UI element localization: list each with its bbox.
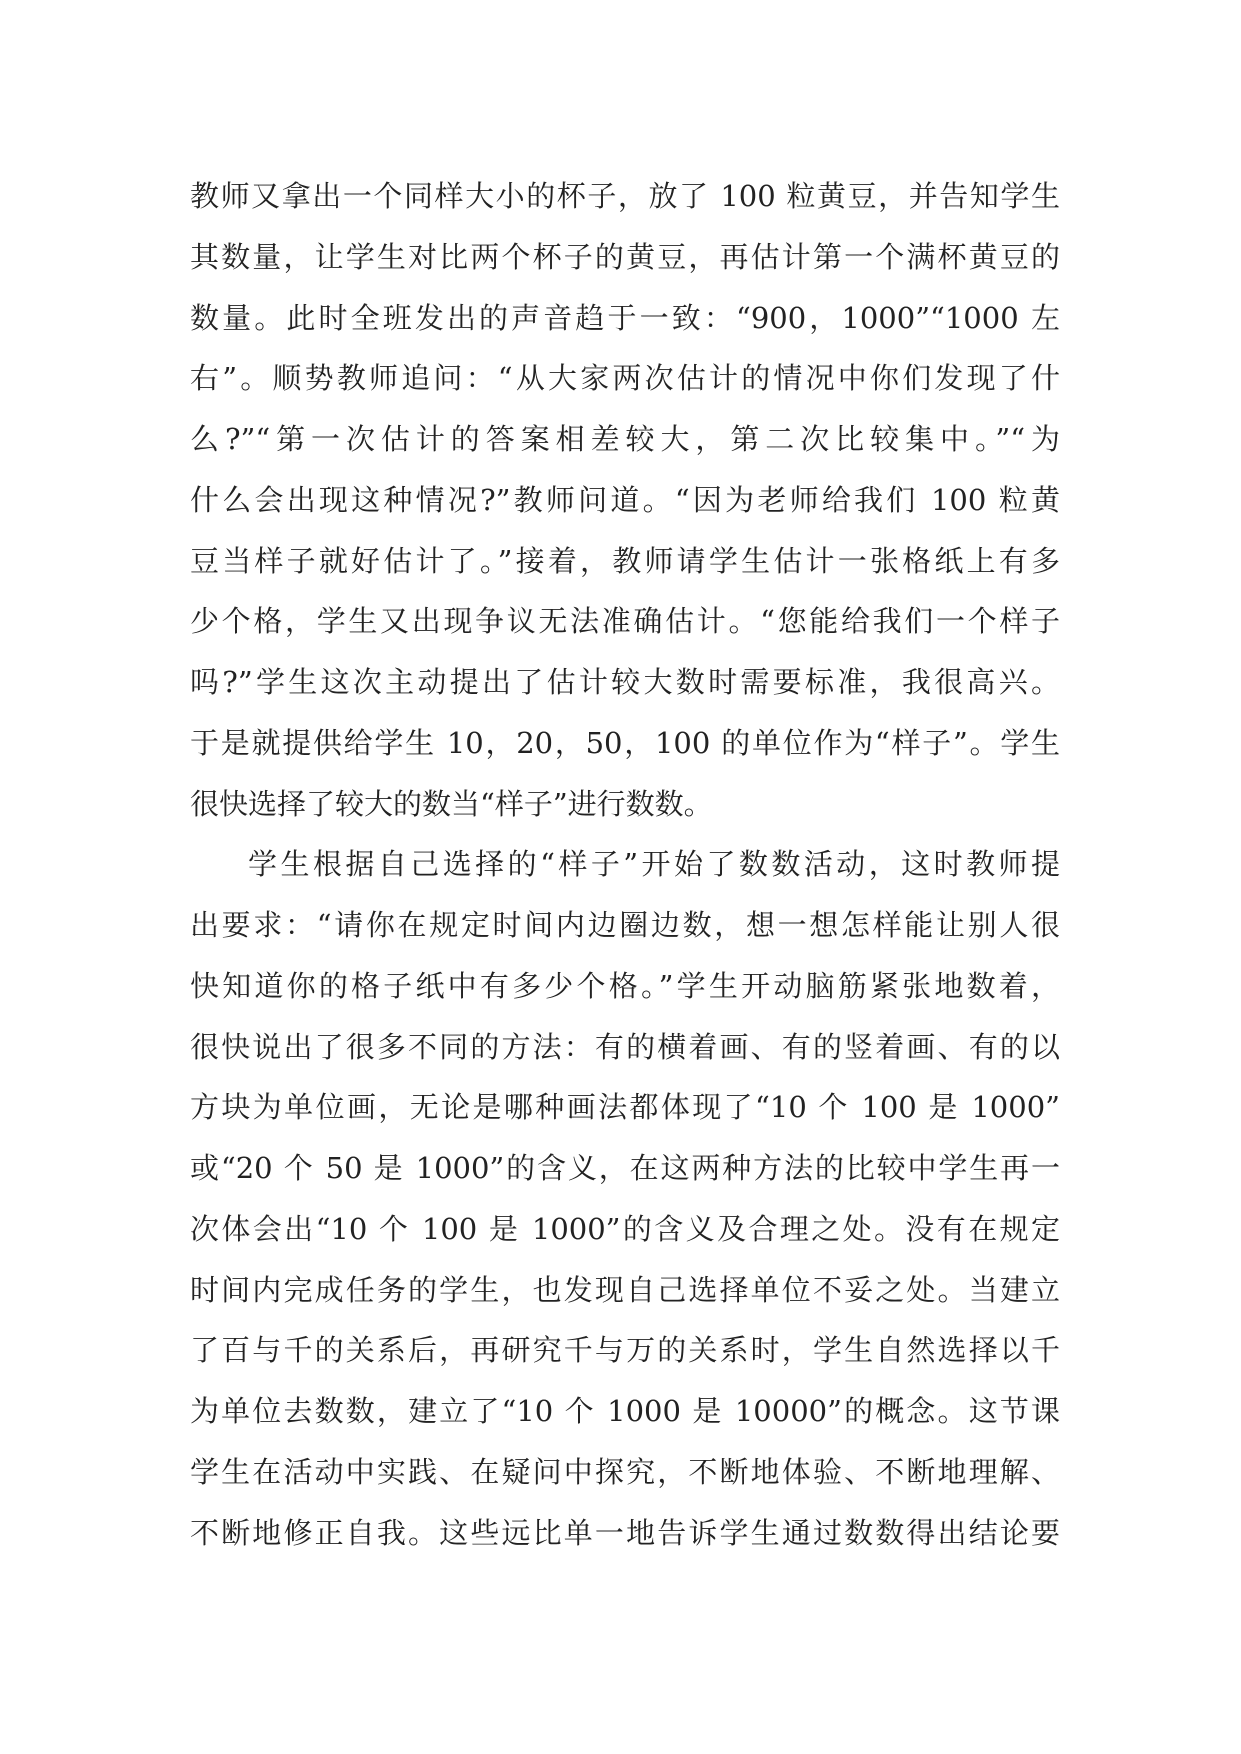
text-line: 豆当样子就好估计了。”接着，教师请学生估计一张格纸上有多 <box>190 543 1060 578</box>
text-line: 数量。此时全班发出的声音趋于一致：“900，1000”“1000 左 <box>190 300 1060 335</box>
text-line: 很快选择了较大的数当“样子”进行数数。 <box>190 786 713 821</box>
text-line: 不断地修正自我。这些远比单一地告诉学生通过数数得出结论要 <box>190 1515 1060 1550</box>
text-line: 次体会出“10 个 100 是 1000”的含义及合理之处。没有在规定 <box>190 1211 1060 1246</box>
text-line: 什么会出现这种情况?”教师问道。“因为老师给我们 100 粒黄 <box>190 482 1060 517</box>
text-line: 了百与千的关系后，再研究千与万的关系时，学生自然选择以千 <box>190 1333 1060 1368</box>
text-line: 很快说出了很多不同的方法：有的横着画、有的竖着画、有的以 <box>190 1029 1060 1064</box>
text-line: 教师又拿出一个同样大小的杯子，放了 100 粒黄豆，并告知学生 <box>190 179 1060 213</box>
text-line: 出要求：“请你在规定时间内边圈边数，想一想怎样能让别人很 <box>190 908 1060 942</box>
text-line: 方块为单位画，无论是哪种画法都体现了“10 个 100 是 1000” <box>190 1090 1060 1125</box>
text-line: 学生在活动中实践、在疑问中探究，不断地体验、不断地理解、 <box>190 1454 1060 1489</box>
text-line: 其数量，让学生对比两个杯子的黄豆，再估计第一个满杯黄豆的 <box>190 239 1060 274</box>
text-line: 时间内完成任务的学生，也发现自己选择单位不妥之处。当建立 <box>190 1272 1060 1307</box>
text-line: 么?”“第一次估计的答案相差较大，第二次比较集中。”“为 <box>190 422 1060 456</box>
text-line: 为单位去数数，建立了“10 个 1000 是 10000”的概念。这节课 <box>190 1394 1060 1428</box>
text-line: 少个格，学生又出现争议无法准确估计。“您能给我们一个样子 <box>190 604 1060 639</box>
text-line: 吗?”学生这次主动提出了估计较大数时需要标准，我很高兴。 <box>190 665 1060 699</box>
text-line: 右”。顺势教师追问：“从大家两次估计的情况中你们发现了什 <box>190 361 1060 396</box>
text-line: 快知道你的格子纸中有多少个格。”学生开动脑筋紧张地数着， <box>190 968 1060 1003</box>
text-line: 于是就提供给学生 10，20，50，100 的单位作为“样子”。学生 <box>190 725 1060 760</box>
paragraph-first-line: 学生根据自己选择的“样子”开始了数数活动，这时教师提 <box>248 847 1060 882</box>
text-line: 或“20 个 50 是 1000”的含义，在这两种方法的比较中学生再一 <box>190 1151 1060 1185</box>
body-text <box>190 166 1060 1563</box>
